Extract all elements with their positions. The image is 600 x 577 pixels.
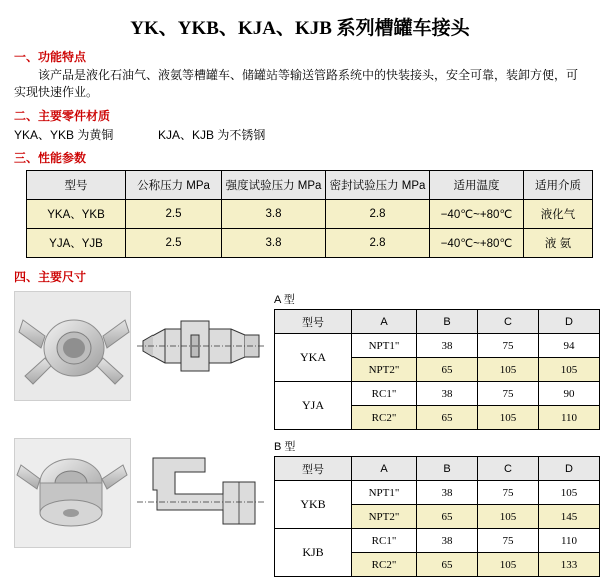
spec-cell-nominal: 2.5 [126,200,222,229]
coupling-drawing-type-b-image [135,438,264,546]
material-line [14,126,600,143]
dim-label-a: A 型 [274,294,295,306]
spec-header-temperature: 适用温度 [430,171,524,200]
dim-b-cell: 145 [539,505,600,529]
spec-header-medium: 适用介质 [524,171,593,200]
dim-a-cell: NPT1" [352,334,417,358]
table-row [275,334,600,358]
dim-b-header-d: D [539,457,600,481]
dim-b-header-model: 型号 [275,457,352,481]
dim-block-a [274,291,600,430]
table-header-row [275,310,600,334]
dim-b-cell: 105 [478,505,539,529]
dim-a-cell: 75 [478,382,539,406]
spec-cell-strength: 3.8 [222,229,326,258]
dim-b-cell: NPT2" [352,505,417,529]
dim-b-cell: 133 [539,553,600,577]
dim-b-cell: 65 [417,505,478,529]
dim-a-cell: 38 [417,382,478,406]
dim-b-model-ykb: YKB [275,481,352,529]
dim-b-header-b: B [417,457,478,481]
dim-b-cell: RC2" [352,553,417,577]
dim-b-cell: 65 [417,553,478,577]
spec-header-seal-pressure: 密封试验压力 MPa [326,171,430,200]
section-heading-features: 一、功能特点 [14,50,87,64]
spec-cell-medium: 液 氨 [524,229,593,258]
dim-a-cell: 38 [417,334,478,358]
dimension-table-b [274,456,600,577]
dim-b-cell: RC1" [352,529,417,553]
table-row [27,200,593,229]
dim-a-cell: 105 [539,358,600,382]
dim-b-cell: 75 [478,481,539,505]
material-left: YKA、YKB 为黄铜 [14,128,114,142]
dim-a-model-yja: YJA [275,382,352,430]
spec-cell-strength: 3.8 [222,200,326,229]
figures-area [0,291,600,577]
coupling-photo-type-a-image [14,291,131,401]
spec-header-nominal-pressure: 公称压力 MPa [126,171,222,200]
table-row [275,481,600,505]
dim-b-cell: 38 [417,529,478,553]
dim-a-cell: 90 [539,382,600,406]
coupling-photo-type-b-image [14,438,131,548]
spec-cell-nominal: 2.5 [126,229,222,258]
spec-cell-seal: 2.8 [326,229,430,258]
section-heading-material: 二、主要零件材质 [14,109,111,123]
dim-b-header-c: C [478,457,539,481]
dim-b-cell: 38 [417,481,478,505]
dim-a-header-d: D [539,310,600,334]
spec-cell-seal: 2.8 [326,200,430,229]
dim-b-header-a: A [352,457,417,481]
dim-block-b [274,438,600,577]
spec-cell-model: YKA、YKB [27,200,126,229]
dimension-table-a [274,309,600,430]
table-row [275,529,600,553]
section-heading-dimensions: 四、主要尺寸 [14,270,87,284]
dim-a-cell: RC2" [352,406,417,430]
dim-label-b: B 型 [274,441,296,453]
dim-a-header-b: B [417,310,478,334]
dim-b-cell: 110 [539,529,600,553]
dim-b-cell: 105 [539,481,600,505]
figure-row-b [14,438,600,577]
dim-a-cell: 105 [478,406,539,430]
dim-a-header-c: C [478,310,539,334]
spec-cell-medium: 液化气 [524,200,593,229]
dim-b-cell: 75 [478,529,539,553]
dim-a-cell: 65 [417,406,478,430]
table-row [275,382,600,406]
spec-cell-model: YJA、YJB [27,229,126,258]
coupling-drawing-type-a-image [135,291,264,399]
features-paragraph: 该产品是液化石油气、液氨等槽罐车、储罐站等输送管路系统中的快装接头，安全可靠，装卸方便，可实现快速作业。 [14,68,579,99]
dim-a-model-yka: YKA [275,334,352,382]
section-heading-performance: 三、性能参数 [14,151,87,165]
dim-a-cell: 94 [539,334,600,358]
dim-a-header-model: 型号 [275,310,352,334]
dim-a-header-a: A [352,310,417,334]
spec-cell-temp: −40℃~+80℃ [430,200,524,229]
dim-b-model-kjb: KJB [275,529,352,577]
page-title: YK、YKB、KJA、KJB 系列槽罐车接头 [130,18,470,39]
figure-row-a [14,291,600,430]
table-header-row [275,457,600,481]
dim-a-cell: 105 [478,358,539,382]
table-row [27,229,593,258]
dim-a-cell: 110 [539,406,600,430]
material-right: KJA、KJB 为不锈钢 [158,128,266,142]
dim-a-cell: 65 [417,358,478,382]
performance-table [26,170,593,258]
table-header-row [27,171,593,200]
spec-header-model: 型号 [27,171,126,200]
dim-a-cell: 75 [478,334,539,358]
dim-b-cell: NPT1" [352,481,417,505]
spec-header-strength-pressure: 强度试验压力 MPa [222,171,326,200]
dim-a-cell: NPT2" [352,358,417,382]
spec-cell-temp: −40℃~+80℃ [430,229,524,258]
dim-a-cell: RC1" [352,382,417,406]
dim-b-cell: 105 [478,553,539,577]
